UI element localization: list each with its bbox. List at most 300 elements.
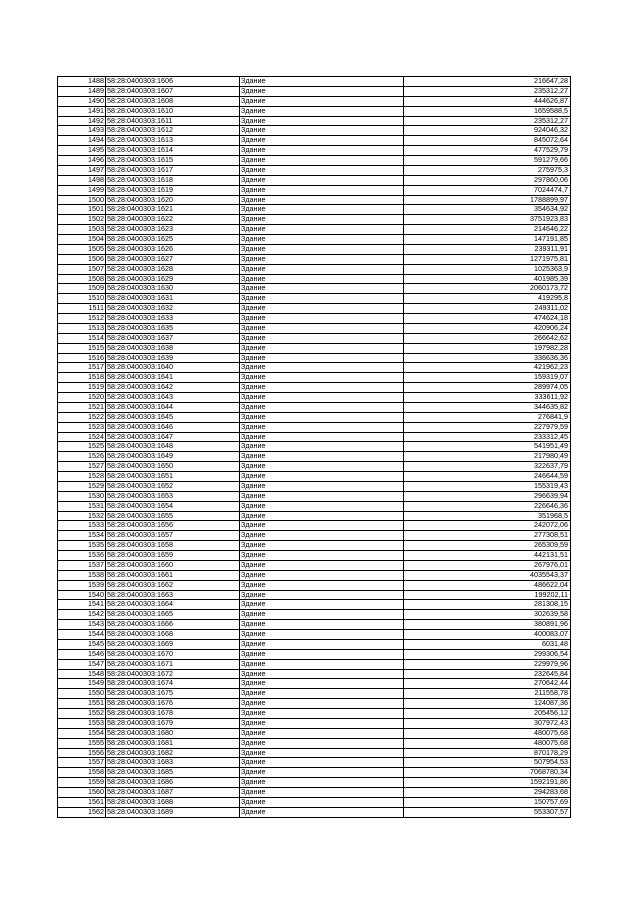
row-number-cell: 1556 — [58, 748, 106, 758]
table-row — [58, 304, 571, 314]
table-row — [58, 807, 571, 817]
cadastral-value-cell: 442131,51 — [404, 551, 571, 561]
row-number-cell: 1538 — [58, 570, 106, 580]
cadastral-number-cell: 58:28:0400303:1655 — [106, 511, 240, 521]
cadastral-value-cell: 351968,5 — [404, 511, 571, 521]
cadastral-value-cell: 147191,85 — [404, 235, 571, 245]
object-type-cell: Здание — [240, 630, 404, 640]
object-type-cell: Здание — [240, 491, 404, 501]
object-type-cell: Здание — [240, 185, 404, 195]
cadastral-value-cell: 845072,64 — [404, 136, 571, 146]
object-type-cell: Здание — [240, 531, 404, 541]
cadastral-number-cell: 58:28:0400303:1652 — [106, 481, 240, 491]
object-type-cell: Здание — [240, 77, 404, 87]
cadastral-value-cell: 197982,28 — [404, 343, 571, 353]
cadastral-number-cell: 58:28:0400303:1607 — [106, 86, 240, 96]
object-type-cell: Здание — [240, 422, 404, 432]
row-number-cell: 1528 — [58, 472, 106, 482]
cadastral-value-cell: 302639,58 — [404, 610, 571, 620]
object-type-cell: Здание — [240, 205, 404, 215]
cadastral-value-cell: 275975,3 — [404, 165, 571, 175]
row-number-cell: 1494 — [58, 136, 106, 146]
table-row — [58, 264, 571, 274]
cadastral-number-cell: 58:28:0400303:1657 — [106, 531, 240, 541]
cadastral-number-cell: 58:28:0400303:1621 — [106, 205, 240, 215]
cadastral-value-cell: 486622,04 — [404, 580, 571, 590]
row-number-cell: 1524 — [58, 432, 106, 442]
cadastral-value-cell: 150757,69 — [404, 797, 571, 807]
object-type-cell: Здание — [240, 689, 404, 699]
cadastral-value-cell: 507954,53 — [404, 758, 571, 768]
cadastral-value-cell: 541951,49 — [404, 442, 571, 452]
cadastral-number-cell: 58:28:0400303:1681 — [106, 738, 240, 748]
table-row — [58, 225, 571, 235]
cadastral-number-cell: 58:28:0400303:1635 — [106, 323, 240, 333]
cadastral-number-cell: 58:28:0400303:1669 — [106, 639, 240, 649]
cadastral-number-cell: 58:28:0400303:1672 — [106, 669, 240, 679]
object-type-cell: Здание — [240, 610, 404, 620]
object-type-cell: Здание — [240, 116, 404, 126]
cadastral-value-cell: 235312,27 — [404, 116, 571, 126]
object-type-cell: Здание — [240, 758, 404, 768]
cadastral-value-cell: 246644,59 — [404, 472, 571, 482]
table-row — [58, 551, 571, 561]
table-row — [58, 156, 571, 166]
cadastral-value-cell: 227979,59 — [404, 422, 571, 432]
table-row — [58, 501, 571, 511]
cadastral-number-cell: 58:28:0400303:1649 — [106, 452, 240, 462]
object-type-cell: Здание — [240, 304, 404, 314]
table-row — [58, 136, 571, 146]
object-type-cell: Здание — [240, 373, 404, 383]
cadastral-number-cell: 58:28:0400303:1656 — [106, 521, 240, 531]
row-number-cell: 1520 — [58, 393, 106, 403]
table-row — [58, 333, 571, 343]
cadastral-number-cell: 58:28:0400303:1619 — [106, 185, 240, 195]
cadastral-value-cell: 124087,36 — [404, 699, 571, 709]
cadastral-value-cell: 266642,62 — [404, 333, 571, 343]
object-type-cell: Здание — [240, 343, 404, 353]
cadastral-number-cell: 58:28:0400303:1618 — [106, 175, 240, 185]
table-row — [58, 323, 571, 333]
cadastral-number-cell: 58:28:0400303:1646 — [106, 422, 240, 432]
cadastral-number-cell: 58:28:0400303:1653 — [106, 491, 240, 501]
row-number-cell: 1506 — [58, 254, 106, 264]
cadastral-number-cell: 58:28:0400303:1686 — [106, 778, 240, 788]
cadastral-value-cell: 7068780,34 — [404, 768, 571, 778]
cadastral-value-cell: 277308,51 — [404, 531, 571, 541]
table-row — [58, 610, 571, 620]
row-number-cell: 1527 — [58, 462, 106, 472]
cadastral-value-table — [57, 76, 571, 818]
object-type-cell: Здание — [240, 86, 404, 96]
cadastral-number-cell: 58:28:0400303:1644 — [106, 402, 240, 412]
object-type-cell: Здание — [240, 472, 404, 482]
cadastral-value-cell: 1271975,81 — [404, 254, 571, 264]
table-row — [58, 77, 571, 87]
cadastral-number-cell: 58:28:0400303:1675 — [106, 689, 240, 699]
cadastral-value-cell: 267976,01 — [404, 560, 571, 570]
row-number-cell: 1545 — [58, 639, 106, 649]
cadastral-value-cell: 354634,92 — [404, 205, 571, 215]
object-type-cell: Здание — [240, 639, 404, 649]
row-number-cell: 1529 — [58, 481, 106, 491]
table-row — [58, 146, 571, 156]
object-type-cell: Здание — [240, 669, 404, 679]
cadastral-value-cell: 297860,06 — [404, 175, 571, 185]
cadastral-value-cell: 553307,57 — [404, 807, 571, 817]
cadastral-value-cell: 591279,66 — [404, 156, 571, 166]
row-number-cell: 1530 — [58, 491, 106, 501]
row-number-cell: 1495 — [58, 146, 106, 156]
cadastral-number-cell: 58:28:0400303:1608 — [106, 96, 240, 106]
row-number-cell: 1516 — [58, 353, 106, 363]
cadastral-value-cell: 155319,43 — [404, 481, 571, 491]
table-row — [58, 452, 571, 462]
cadastral-number-cell: 58:28:0400303:1643 — [106, 393, 240, 403]
row-number-cell: 1513 — [58, 323, 106, 333]
cadastral-value-cell: 239311,91 — [404, 244, 571, 254]
table-row — [58, 432, 571, 442]
object-type-cell: Здание — [240, 580, 404, 590]
row-number-cell: 1561 — [58, 797, 106, 807]
cadastral-value-cell: 1592191,86 — [404, 778, 571, 788]
cadastral-value-cell: 1659588,5 — [404, 106, 571, 116]
cadastral-value-cell: 249311,02 — [404, 304, 571, 314]
cadastral-value-cell: 217980,49 — [404, 452, 571, 462]
cadastral-number-cell: 58:28:0400303:1617 — [106, 165, 240, 175]
row-number-cell: 1549 — [58, 679, 106, 689]
cadastral-number-cell: 58:28:0400303:1641 — [106, 373, 240, 383]
table-row — [58, 235, 571, 245]
table-row — [58, 699, 571, 709]
table-row — [58, 205, 571, 215]
table-row — [58, 284, 571, 294]
table-row — [58, 689, 571, 699]
table-row — [58, 294, 571, 304]
cadastral-number-cell: 58:28:0400303:1664 — [106, 600, 240, 610]
row-number-cell: 1503 — [58, 225, 106, 235]
object-type-cell: Здание — [240, 274, 404, 284]
row-number-cell: 1542 — [58, 610, 106, 620]
object-type-cell: Здание — [240, 96, 404, 106]
cadastral-value-cell: 233312,45 — [404, 432, 571, 442]
cadastral-value-cell: 270642,44 — [404, 679, 571, 689]
row-number-cell: 1552 — [58, 709, 106, 719]
cadastral-value-cell: 229979,96 — [404, 659, 571, 669]
cadastral-number-cell: 58:28:0400303:1665 — [106, 610, 240, 620]
table-body — [58, 77, 571, 818]
row-number-cell: 1509 — [58, 284, 106, 294]
table-row — [58, 669, 571, 679]
row-number-cell: 1550 — [58, 689, 106, 699]
cadastral-value-cell: 216647,28 — [404, 77, 571, 87]
table-row — [58, 165, 571, 175]
cadastral-number-cell: 58:28:0400303:1663 — [106, 590, 240, 600]
cadastral-number-cell: 58:28:0400303:1629 — [106, 274, 240, 284]
cadastral-number-cell: 58:28:0400303:1632 — [106, 304, 240, 314]
cadastral-value-cell: 2060173,72 — [404, 284, 571, 294]
row-number-cell: 1502 — [58, 215, 106, 225]
table-row — [58, 649, 571, 659]
table-row — [58, 383, 571, 393]
object-type-cell: Здание — [240, 590, 404, 600]
cadastral-value-cell: 214646,22 — [404, 225, 571, 235]
cadastral-value-cell: 477529,79 — [404, 146, 571, 156]
table-row — [58, 600, 571, 610]
object-type-cell: Здание — [240, 146, 404, 156]
table-row — [58, 639, 571, 649]
table-row — [58, 758, 571, 768]
row-number-cell: 1504 — [58, 235, 106, 245]
cadastral-number-cell: 58:28:0400303:1660 — [106, 560, 240, 570]
table-row — [58, 570, 571, 580]
cadastral-value-cell: 1788899,97 — [404, 195, 571, 205]
table-row — [58, 511, 571, 521]
cadastral-value-cell: 199202,11 — [404, 590, 571, 600]
table-row — [58, 560, 571, 570]
table-row — [58, 630, 571, 640]
cadastral-value-cell: 6031,48 — [404, 639, 571, 649]
row-number-cell: 1534 — [58, 531, 106, 541]
table-row — [58, 363, 571, 373]
row-number-cell: 1515 — [58, 343, 106, 353]
object-type-cell: Здание — [240, 551, 404, 561]
row-number-cell: 1500 — [58, 195, 106, 205]
row-number-cell: 1539 — [58, 580, 106, 590]
object-type-cell: Здание — [240, 353, 404, 363]
cadastral-number-cell: 58:28:0400303:1648 — [106, 442, 240, 452]
object-type-cell: Здание — [240, 560, 404, 570]
cadastral-number-cell: 58:28:0400303:1685 — [106, 768, 240, 778]
row-number-cell: 1488 — [58, 77, 106, 87]
table-row — [58, 620, 571, 630]
cadastral-number-cell: 58:28:0400303:1651 — [106, 472, 240, 482]
object-type-cell: Здание — [240, 620, 404, 630]
row-number-cell: 1544 — [58, 630, 106, 640]
object-type-cell: Здание — [240, 570, 404, 580]
row-number-cell: 1555 — [58, 738, 106, 748]
row-number-cell: 1531 — [58, 501, 106, 511]
object-type-cell: Здание — [240, 254, 404, 264]
row-number-cell: 1546 — [58, 649, 106, 659]
cadastral-number-cell: 58:28:0400303:1623 — [106, 225, 240, 235]
object-type-cell: Здание — [240, 175, 404, 185]
cadastral-value-cell: 1025363,9 — [404, 264, 571, 274]
cadastral-value-cell: 299306,54 — [404, 649, 571, 659]
table-row — [58, 254, 571, 264]
object-type-cell: Здание — [240, 294, 404, 304]
cadastral-number-cell: 58:28:0400303:1625 — [106, 235, 240, 245]
cadastral-number-cell: 58:28:0400303:1622 — [106, 215, 240, 225]
row-number-cell: 1489 — [58, 86, 106, 96]
row-number-cell: 1543 — [58, 620, 106, 630]
cadastral-value-cell: 296639,94 — [404, 491, 571, 501]
object-type-cell: Здание — [240, 699, 404, 709]
object-type-cell: Здание — [240, 126, 404, 136]
row-number-cell: 1492 — [58, 116, 106, 126]
table-row — [58, 96, 571, 106]
object-type-cell: Здание — [240, 511, 404, 521]
object-type-cell: Здание — [240, 215, 404, 225]
table-row — [58, 244, 571, 254]
row-number-cell: 1557 — [58, 758, 106, 768]
cadastral-number-cell: 58:28:0400303:1640 — [106, 363, 240, 373]
table-row — [58, 797, 571, 807]
cadastral-value-cell: 281308,15 — [404, 600, 571, 610]
table-row — [58, 116, 571, 126]
row-number-cell: 1517 — [58, 363, 106, 373]
cadastral-value-cell: 870178,29 — [404, 748, 571, 758]
object-type-cell: Здание — [240, 284, 404, 294]
table-row — [58, 679, 571, 689]
cadastral-value-cell: 400083,07 — [404, 630, 571, 640]
object-type-cell: Здание — [240, 501, 404, 511]
cadastral-number-cell: 58:28:0400303:1638 — [106, 343, 240, 353]
row-number-cell: 1560 — [58, 788, 106, 798]
table-row — [58, 462, 571, 472]
cadastral-number-cell: 58:28:0400303:1626 — [106, 244, 240, 254]
table-row — [58, 274, 571, 284]
cadastral-number-cell: 58:28:0400303:1679 — [106, 718, 240, 728]
cadastral-value-cell: 480075,68 — [404, 728, 571, 738]
cadastral-number-cell: 58:28:0400303:1689 — [106, 807, 240, 817]
table-row — [58, 412, 571, 422]
object-type-cell: Здание — [240, 778, 404, 788]
row-number-cell: 1553 — [58, 718, 106, 728]
object-type-cell: Здание — [240, 709, 404, 719]
row-number-cell: 1559 — [58, 778, 106, 788]
table-row — [58, 422, 571, 432]
row-number-cell: 1554 — [58, 728, 106, 738]
cadastral-number-cell: 58:28:0400303:1620 — [106, 195, 240, 205]
object-type-cell: Здание — [240, 738, 404, 748]
row-number-cell: 1499 — [58, 185, 106, 195]
table-row — [58, 402, 571, 412]
row-number-cell: 1501 — [58, 205, 106, 215]
cadastral-value-cell: 336636,36 — [404, 353, 571, 363]
table-row — [58, 185, 571, 195]
table-row — [58, 215, 571, 225]
row-number-cell: 1523 — [58, 422, 106, 432]
table-row — [58, 728, 571, 738]
cadastral-value-cell: 276841,9 — [404, 412, 571, 422]
row-number-cell: 1536 — [58, 551, 106, 561]
cadastral-number-cell: 58:28:0400303:1615 — [106, 156, 240, 166]
object-type-cell: Здание — [240, 728, 404, 738]
table-row — [58, 442, 571, 452]
cadastral-value-cell: 420906,24 — [404, 323, 571, 333]
table-row — [58, 521, 571, 531]
table-row — [58, 738, 571, 748]
cadastral-value-cell: 226646,36 — [404, 501, 571, 511]
row-number-cell: 1507 — [58, 264, 106, 274]
row-number-cell: 1491 — [58, 106, 106, 116]
cadastral-number-cell: 58:28:0400303:1674 — [106, 679, 240, 689]
object-type-cell: Здание — [240, 788, 404, 798]
object-type-cell: Здание — [240, 748, 404, 758]
object-type-cell: Здание — [240, 333, 404, 343]
cadastral-value-cell: 380891,96 — [404, 620, 571, 630]
table-row — [58, 778, 571, 788]
cadastral-number-cell: 58:28:0400303:1671 — [106, 659, 240, 669]
cadastral-value-cell: 235312,27 — [404, 86, 571, 96]
row-number-cell: 1525 — [58, 442, 106, 452]
row-number-cell: 1562 — [58, 807, 106, 817]
table-row — [58, 580, 571, 590]
cadastral-number-cell: 58:28:0400303:1611 — [106, 116, 240, 126]
cadastral-value-cell: 232645,84 — [404, 669, 571, 679]
object-type-cell: Здание — [240, 807, 404, 817]
table-row — [58, 472, 571, 482]
object-type-cell: Здание — [240, 541, 404, 551]
table-row — [58, 106, 571, 116]
cadastral-value-cell: 344635,82 — [404, 402, 571, 412]
row-number-cell: 1519 — [58, 383, 106, 393]
cadastral-number-cell: 58:28:0400303:1666 — [106, 620, 240, 630]
cadastral-number-cell: 58:28:0400303:1661 — [106, 570, 240, 580]
cadastral-value-cell: 205456,12 — [404, 709, 571, 719]
object-type-cell: Здание — [240, 195, 404, 205]
row-number-cell: 1548 — [58, 669, 106, 679]
object-type-cell: Здание — [240, 718, 404, 728]
cadastral-value-cell: 7024474,7 — [404, 185, 571, 195]
cadastral-value-cell: 3751923,83 — [404, 215, 571, 225]
table-row — [58, 481, 571, 491]
cadastral-number-cell: 58:28:0400303:1658 — [106, 541, 240, 551]
object-type-cell: Здание — [240, 314, 404, 324]
object-type-cell: Здание — [240, 156, 404, 166]
object-type-cell: Здание — [240, 165, 404, 175]
object-type-cell: Здание — [240, 244, 404, 254]
table-row — [58, 491, 571, 501]
cadastral-number-cell: 58:28:0400303:1683 — [106, 758, 240, 768]
table-row — [58, 541, 571, 551]
cadastral-number-cell: 58:28:0400303:1639 — [106, 353, 240, 363]
cadastral-number-cell: 58:28:0400303:1645 — [106, 412, 240, 422]
row-number-cell: 1518 — [58, 373, 106, 383]
cadastral-number-cell: 58:28:0400303:1630 — [106, 284, 240, 294]
cadastral-value-cell: 480075,68 — [404, 738, 571, 748]
cadastral-number-cell: 58:28:0400303:1650 — [106, 462, 240, 472]
cadastral-value-cell: 322637,79 — [404, 462, 571, 472]
row-number-cell: 1493 — [58, 126, 106, 136]
table-row — [58, 531, 571, 541]
object-type-cell: Здание — [240, 235, 404, 245]
cadastral-number-cell: 58:28:0400303:1610 — [106, 106, 240, 116]
cadastral-value-cell: 444626,87 — [404, 96, 571, 106]
cadastral-number-cell: 58:28:0400303:1627 — [106, 254, 240, 264]
row-number-cell: 1535 — [58, 541, 106, 551]
cadastral-value-cell: 4035543,37 — [404, 570, 571, 580]
object-type-cell: Здание — [240, 393, 404, 403]
cadastral-number-cell: 58:28:0400303:1676 — [106, 699, 240, 709]
row-number-cell: 1533 — [58, 521, 106, 531]
object-type-cell: Здание — [240, 521, 404, 531]
table-row — [58, 126, 571, 136]
row-number-cell: 1512 — [58, 314, 106, 324]
object-type-cell: Здание — [240, 264, 404, 274]
cadastral-number-cell: 58:28:0400303:1647 — [106, 432, 240, 442]
cadastral-value-cell: 159319,07 — [404, 373, 571, 383]
cadastral-number-cell: 58:28:0400303:1687 — [106, 788, 240, 798]
object-type-cell: Здание — [240, 481, 404, 491]
row-number-cell: 1526 — [58, 452, 106, 462]
cadastral-number-cell: 58:28:0400303:1662 — [106, 580, 240, 590]
row-number-cell: 1541 — [58, 600, 106, 610]
row-number-cell: 1537 — [58, 560, 106, 570]
row-number-cell: 1532 — [58, 511, 106, 521]
